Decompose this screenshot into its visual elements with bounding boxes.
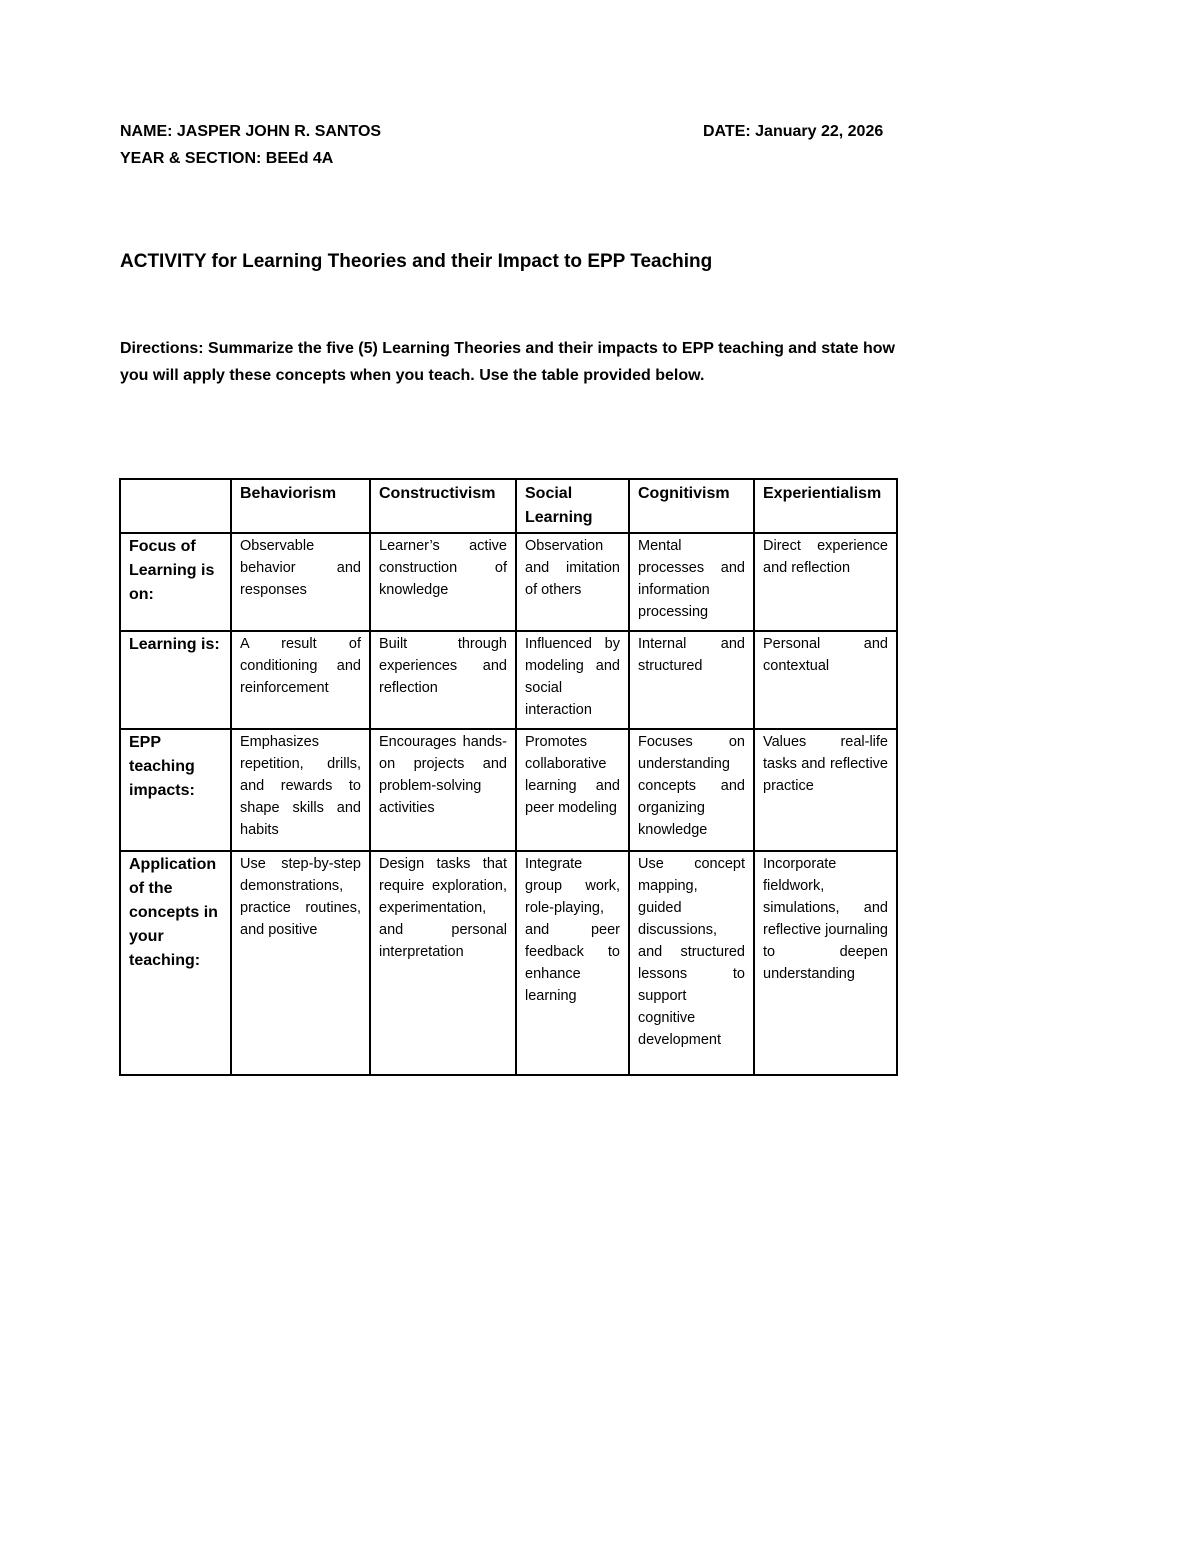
table-cell: Observable behavior and responses: [231, 533, 370, 631]
column-header-cognitivism: Cognitivism: [629, 479, 754, 533]
table-cell: Encourages hands-on projects and problem-solving activities: [370, 729, 516, 851]
table-row: [120, 631, 897, 729]
learning-theories-table: [119, 478, 898, 1076]
table-cell: Direct experience and reflection: [754, 533, 897, 631]
row-header-learning-is: Learning is:: [120, 631, 231, 729]
table-cell: Personal and contextual: [754, 631, 897, 729]
column-header-constructivism: Constructivism: [370, 479, 516, 533]
table-cell: Incorporate fieldwork, simulations, and reflective journaling to deepen understanding: [754, 851, 897, 1075]
activity-title: ACTIVITY for Learning Theories and their Impact to EPP Teaching: [120, 251, 713, 272]
column-header-experientialism: Experientialism: [754, 479, 897, 533]
table-cell: Emphasizes repetition, drills, and rewards to shape skills and habits: [231, 729, 370, 851]
directions-text: Directions: Summarize the five (5) Learning Theories and their impacts to EPP teaching and state how you will apply these concepts when you teach. Use the table provided below.: [120, 340, 895, 384]
table-cell: Use step-by-step demonstrations, practice routines, and positive: [231, 851, 370, 1075]
table-cell: Built through experiences and reflection: [370, 631, 516, 729]
table-cell: Influenced by modeling and social interaction: [516, 631, 629, 729]
column-header-social-learning: Social Learning: [516, 479, 629, 533]
table-cell: Values real-life tasks and reflective practice: [754, 729, 897, 851]
table-cell: Mental processes and information processing: [629, 533, 754, 631]
table-cell: Learner’s active construction of knowledge: [370, 533, 516, 631]
table-cell: Internal and structured: [629, 631, 754, 729]
table-cell: Integrate group work, role-playing, and peer feedback to enhance learning: [516, 851, 629, 1075]
row-header-application: Application of the concepts in your teaching:: [120, 851, 231, 1075]
column-header-behaviorism: Behaviorism: [231, 479, 370, 533]
table-cell: Design tasks that require exploration, experimentation, and personal interpretation: [370, 851, 516, 1075]
table-row: [120, 533, 897, 631]
table-row: [120, 729, 897, 851]
table-row: [120, 851, 897, 1075]
row-header-epp-impacts: EPP teaching impacts:: [120, 729, 231, 851]
student-name: NAME: JASPER JOHN R. SANTOS: [120, 123, 382, 140]
table-cell: A result of conditioning and reinforcement: [231, 631, 370, 729]
table-corner-cell: [120, 479, 231, 533]
table-cell: Focuses on understanding concepts and organizing knowledge: [629, 729, 754, 851]
table-header-row: [120, 479, 897, 533]
row-header-focus: Focus of Learning is on:: [120, 533, 231, 631]
year-section: YEAR & SECTION: BEEd 4A: [120, 150, 334, 167]
table-cell: Observation and imitation of others: [516, 533, 629, 631]
table-cell: Promotes collaborative learning and peer modeling: [516, 729, 629, 851]
date-field: DATE: January 22, 2026: [703, 123, 884, 140]
table-cell: Use concept mapping, guided discussions, and structured lessons to support cognitive development: [629, 851, 754, 1075]
